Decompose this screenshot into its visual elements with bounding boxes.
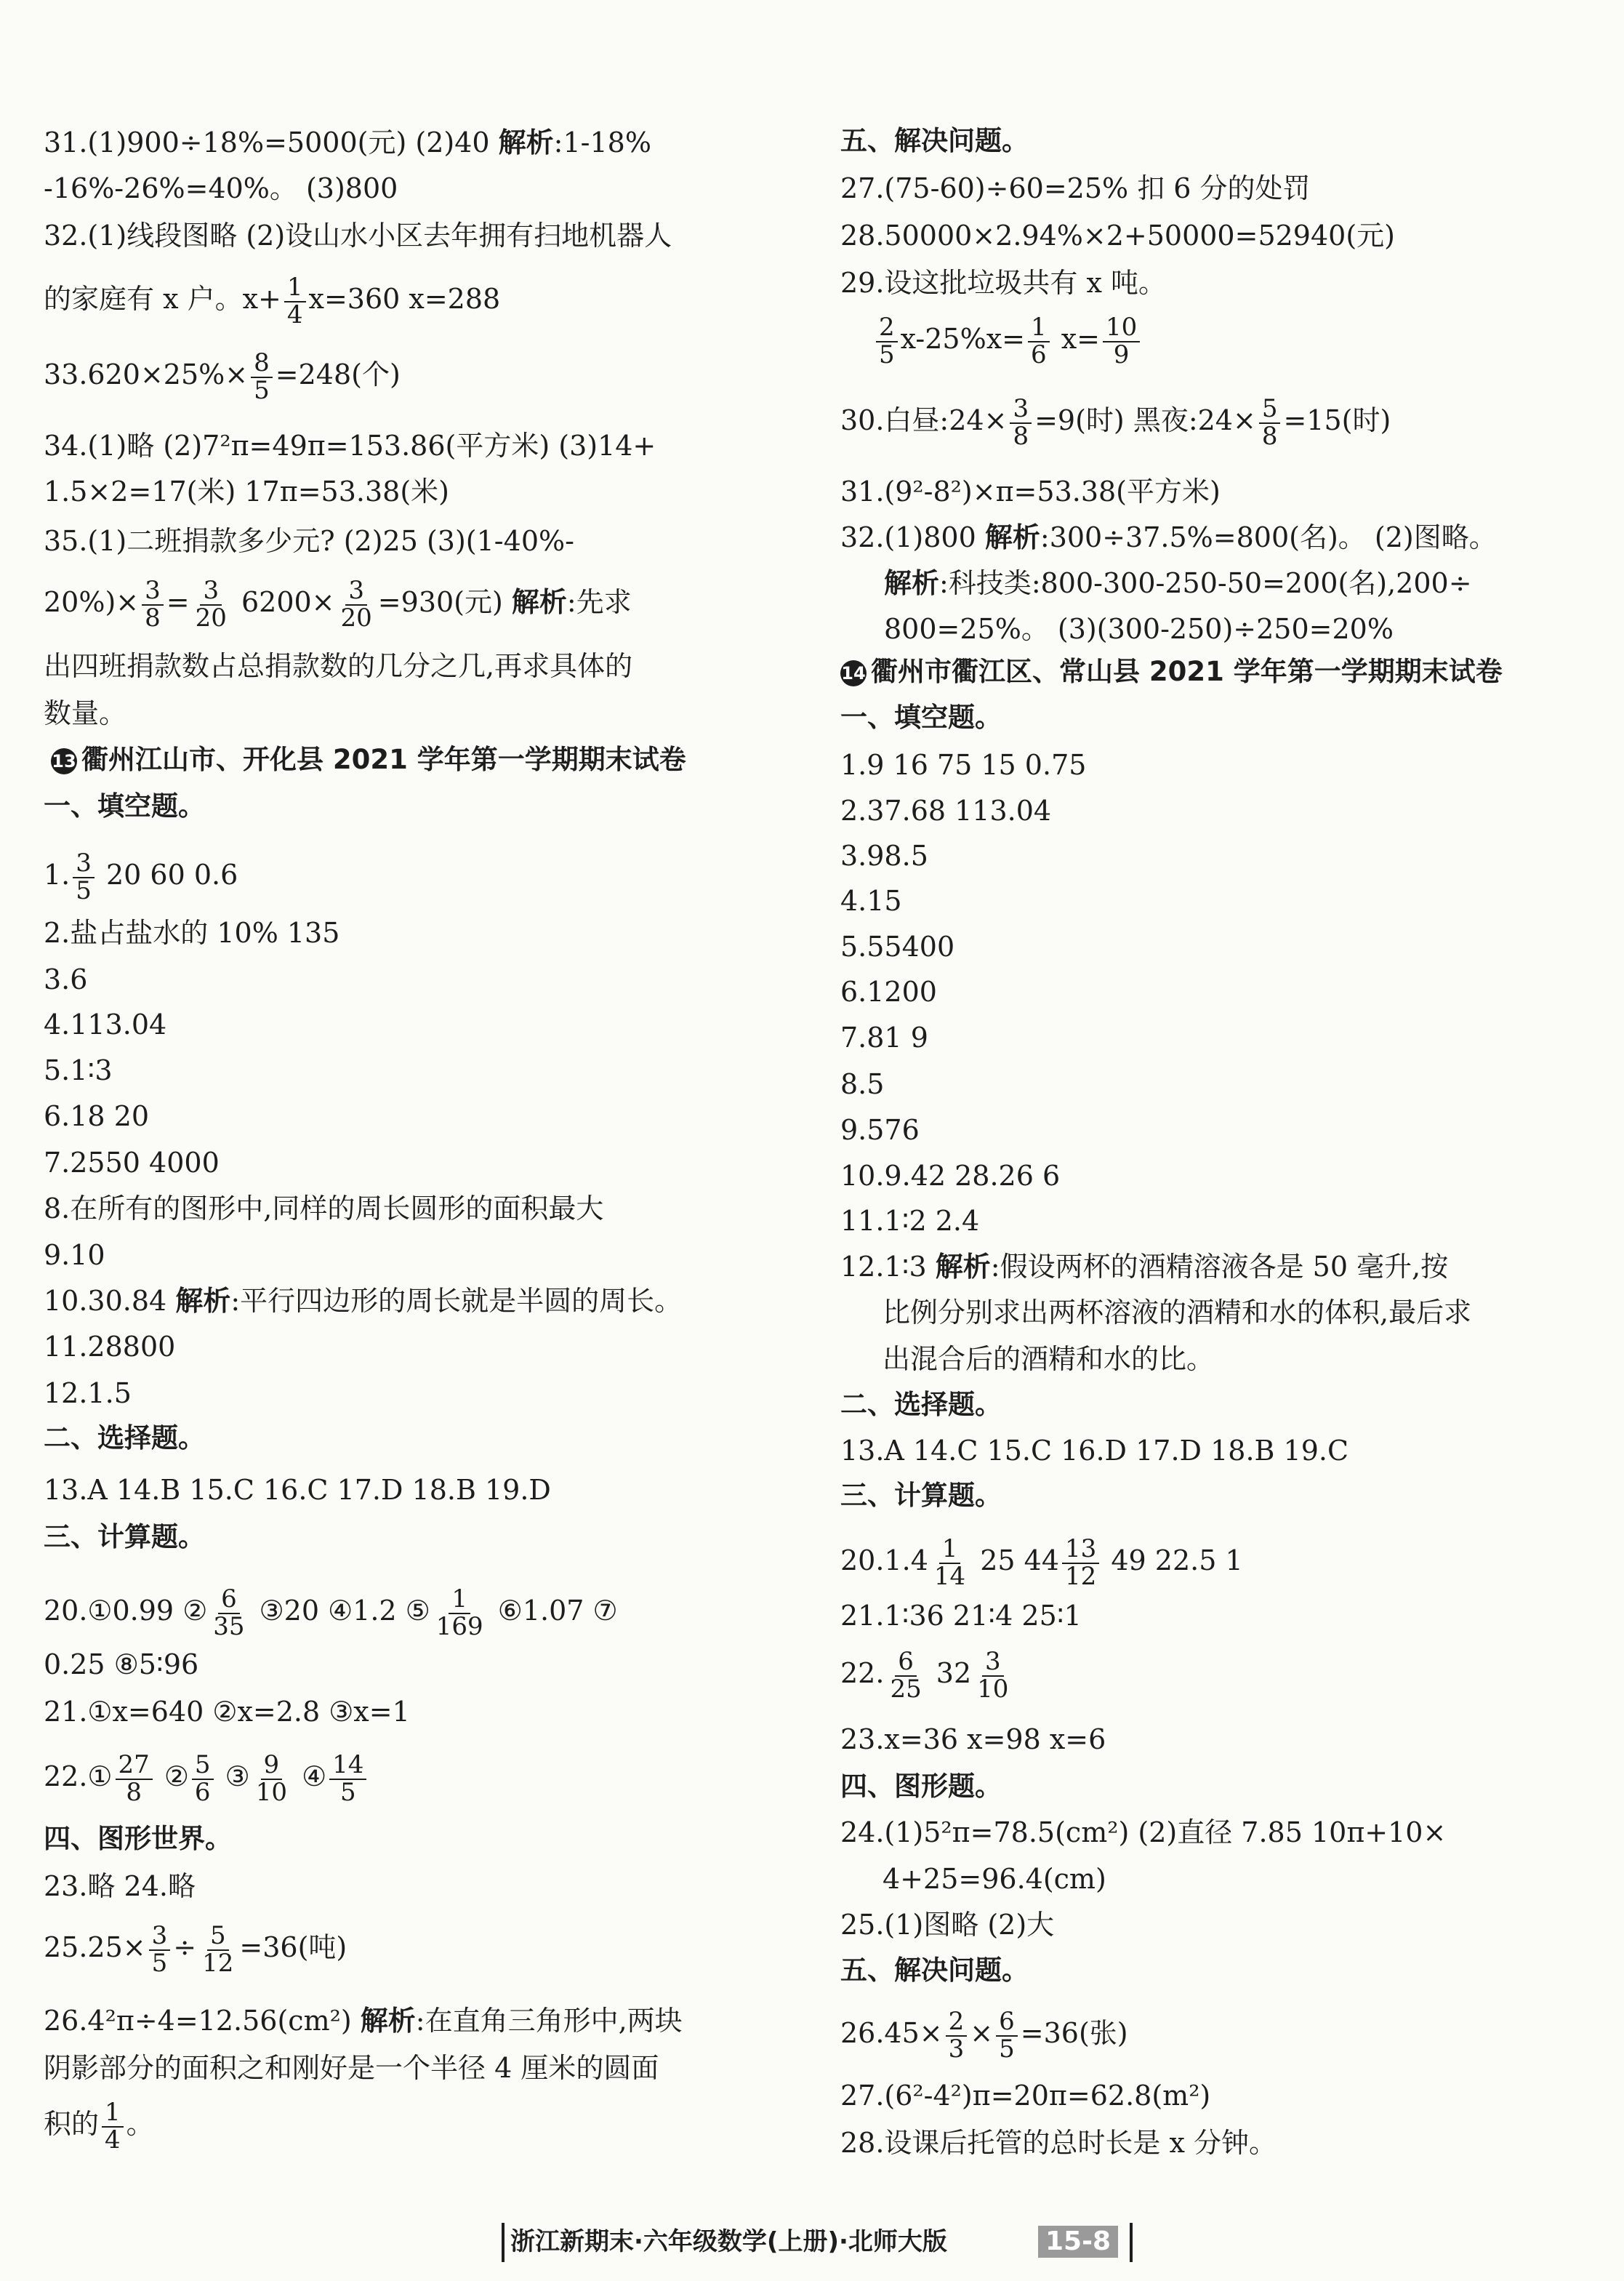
q14-answer-3: 3.98.5 — [840, 840, 928, 872]
q13-answer-13-19: 13.A 14.B 15.C 16.C 17.D 18.B 19.D — [44, 1474, 551, 1506]
answer-31-cont: -16%-26%=40%。 (3)800 — [44, 172, 398, 204]
fraction: $\frac{14}{5}$ — [329, 1752, 366, 1805]
q14-answer-8: 8.5 — [840, 1068, 885, 1100]
q14-answer-21: 21.1∶36 21∶4 25∶1 — [840, 1600, 1082, 1632]
section-solve: 五、解决问题。 — [840, 125, 1029, 156]
fraction: $\frac{27}{8}$ — [116, 1752, 153, 1805]
fraction: $\frac{3}{5}$ — [73, 851, 95, 904]
q13-answer-10: 10.30.84 解析:平行四边形的周长就是半圆的周长。 — [44, 1285, 683, 1317]
q13-answer-26: 26.4²π÷4=12.56(cm²) 解析:在直角三角形中,两块 — [44, 2005, 683, 2037]
q13-answer-4: 4.113.04 — [44, 1009, 167, 1041]
q13-answer-23-24: 23.略 24.略 — [44, 1870, 196, 1902]
q14-answer-12-cont: 比例分别求出两杯溶液的酒精和水的体积,最后求 — [883, 1296, 1472, 1328]
section-calc: 三、计算题。 — [840, 1480, 1002, 1511]
answer-32: 32.(1)800 解析:300÷37.5%=800(名)。 (2)图略。 — [840, 521, 1497, 553]
answer-35-cont: 20%)× $\frac{3}{8}$ = $\frac{3}{20}$ 6200× $\frac{3}{20}$ =930(元) 解析:先求 — [44, 576, 632, 633]
answer-32-cont: 解析:科技类:800-300-250-50=200(名),200÷ — [884, 567, 1472, 599]
q14-answer-12: 12.1∶3 解析:假设两杯的酒精溶液各是 50 毫升,按 — [840, 1251, 1449, 1283]
answer-28: 28.50000×2.94%×2+50000=52940(元) — [840, 220, 1395, 252]
fraction: $\frac{3}{8}$ — [1010, 396, 1032, 449]
q14-answer-11: 11.1∶2 2.4 — [840, 1205, 980, 1237]
q14-answer-6: 6.1200 — [840, 976, 937, 1008]
q13-answer-9: 9.10 — [44, 1239, 105, 1271]
q13-answer-26-cont2: 积的 $\frac{1}{4}$ 。 — [44, 2098, 154, 2154]
answer-35: 35.(1)二班捐款多少元? (2)25 (3)(1-40%- — [44, 525, 574, 557]
q14-answer-22: 22. $\frac{6}{25}$ 32 $\frac{3}{10}$ — [840, 1649, 1014, 1702]
q13-answer-12: 12.1.5 — [44, 1377, 132, 1409]
fraction: $\frac{2}{5}$ — [876, 315, 898, 368]
fraction: $\frac{6}{35}$ — [213, 1584, 245, 1641]
fraction: $\frac{13}{12}$ — [1062, 1536, 1099, 1590]
q14-answer-20: 20.1.4 $\frac{1}{14}$ 25 44 $\frac{13}{12}$ 49 22.5 1 — [840, 1534, 1243, 1591]
q13-answer-11: 11.28800 — [44, 1331, 176, 1363]
section-fill-blank: 一、填空题。 — [840, 702, 1002, 733]
section-geometry: 四、图形题。 — [840, 1771, 1002, 1802]
q14-answer-13-19: 13.A 14.C 15.C 16.D 17.D 18.B 19.C — [840, 1435, 1349, 1467]
section-choice: 二、选择题。 — [44, 1422, 205, 1454]
section-geometry: 四、图形世界。 — [44, 1823, 232, 1854]
q14-answer-26: 26.45× $\frac{2}{3}$ × $\frac{6}{5}$ =36(张) — [840, 2007, 1128, 2064]
fraction: $\frac{3}{8}$ — [142, 578, 164, 631]
fraction: $\frac{10}{9}$ — [1103, 315, 1140, 368]
fraction: $\frac{2}{3}$ — [946, 2009, 968, 2062]
answer-29-cont: $\frac{2}{5}$ x-25%x= $\frac{1}{6}$ x= $\frac{10}{9}$ — [873, 315, 1143, 368]
q14-answer-10: 10.9.42 28.26 6 — [840, 1160, 1061, 1192]
exam-number-badge: 13 — [51, 748, 77, 774]
fraction: $\frac{5}{6}$ — [192, 1752, 214, 1805]
q13-answer-6: 6.18 20 — [44, 1100, 150, 1132]
q14-answer-1: 1.9 16 75 15 0.75 — [840, 749, 1087, 781]
q13-answer-3: 3.6 — [44, 963, 88, 995]
q14-answer-12-cont2: 出混合后的酒精和水的比。 — [883, 1343, 1215, 1375]
q13-answer-2: 2.盐占盐水的 10% 135 — [44, 917, 340, 949]
fraction: $\frac{5}{12}$ — [202, 1921, 234, 1978]
answer-33: 33.620×25%× $\frac{8}{5}$ =248(个) — [44, 348, 401, 405]
q13-answer-5: 5.1∶3 — [44, 1054, 113, 1086]
answer-32: 32.(1)线段图略 (2)设山水小区去年拥有扫地机器人 — [44, 220, 672, 252]
fraction: $\frac{3}{5}$ — [149, 1923, 171, 1976]
answer-31: 31.(1)900÷18%=5000(元) (2)40 解析:1-18% — [44, 127, 651, 159]
q14-answer-5: 5.55400 — [840, 931, 955, 963]
fraction: $\frac{9}{10}$ — [255, 1750, 287, 1807]
page-footer — [502, 2223, 1127, 2262]
q14-answer-23: 23.x=36 x=98 x=6 — [840, 1723, 1106, 1755]
q14-answer-7: 7.81 9 — [840, 1022, 928, 1054]
book-title: 浙江新期末·六年级数学(上册)·北师大版 — [510, 2227, 947, 2256]
section-fill-blank: 一、填空题。 — [44, 790, 205, 822]
q13-answer-1: 1. $\frac{3}{5}$ 20 60 0.6 — [44, 849, 238, 905]
exam-title-14: 14 衢州市衢江区、常山县 2021 学年第一学期期末试卷 — [841, 656, 1503, 687]
answer-31: 31.(9²-8²)×π=53.38(平方米) — [840, 476, 1221, 508]
q13-answer-20: 20.①0.99 ② $\frac{6}{35}$ ③20 ④1.2 ⑤ $\frac{1}{169}$ ⑥1.07 ⑦ — [44, 1584, 618, 1641]
q14-answer-2: 2.37.68 113.04 — [840, 795, 1052, 827]
fraction: $\frac{8}{5}$ — [251, 350, 273, 404]
q13-answer-21: 21.①x=640 ②x=2.8 ③x=1 — [44, 1696, 410, 1728]
q14-answer-4: 4.15 — [840, 885, 902, 917]
q14-answer-9: 9.576 — [840, 1114, 920, 1146]
q14-answer-27: 27.(6²-4²)π=20π=62.8(m²) — [840, 2080, 1211, 2112]
answer-30: 30.白昼:24× $\frac{3}{8}$ =9(时) 黑夜:24× $\frac{5}{8}$ =15(时) — [840, 394, 1391, 451]
answer-35-cont2: 出四班捐款数占总捐款数的几分之几,再求具体的 — [44, 650, 633, 682]
answer-27: 27.(75-60)÷60=25% 扣 6 分的处罚 — [840, 172, 1311, 204]
q13-answer-25: 25.25× $\frac{3}{5}$ ÷ $\frac{5}{12}$ =36(吨) — [44, 1921, 347, 1978]
fraction: $\frac{3}{10}$ — [977, 1647, 1009, 1704]
q13-answer-8: 8.在所有的图形中,同样的周长圆形的面积最大 — [44, 1192, 604, 1224]
q13-answer-7: 7.2550 4000 — [44, 1147, 220, 1179]
fraction: $\frac{1}{169}$ — [435, 1584, 483, 1641]
exam-number-badge: 14 — [840, 660, 867, 686]
section-calc: 三、计算题。 — [44, 1521, 205, 1552]
fraction: $\frac{3}{20}$ — [195, 576, 227, 633]
q13-answer-26-cont: 阴影部分的面积之和刚好是一个半径 4 厘米的圆面 — [44, 2052, 659, 2084]
answer-34: 34.(1)略 (2)7²π=49π=153.86(平方米) (3)14+ — [44, 430, 656, 462]
answer-34-cont: 1.5×2=17(米) 17π=53.38(米) — [44, 476, 449, 508]
q13-answer-20-cont: 0.25 ⑧5∶96 — [44, 1648, 199, 1680]
exam-title-13: 13 衢州江山市、开化县 2021 学年第一学期期末试卷 — [52, 744, 686, 775]
fraction: $\frac{5}{8}$ — [1259, 396, 1281, 449]
fraction: $\frac{6}{5}$ — [996, 2009, 1018, 2062]
fraction: $\frac{6}{25}$ — [890, 1647, 922, 1704]
answer-32-cont: 的家庭有 x 户。x+ $\frac{1}{4}$ x=360 x=288 — [44, 273, 501, 329]
q14-answer-28: 28.设课后托管的总时长是 x 分钟。 — [840, 2127, 1277, 2159]
q14-answer-24: 24.(1)5²π=78.5(cm²) (2)直径 7.85 10π+10× — [840, 1816, 1447, 1848]
section-choice: 二、选择题。 — [840, 1389, 1002, 1420]
answer-32-cont2: 800=25%。 (3)(300-250)÷250=20% — [884, 613, 1394, 645]
page-number: 15-8 — [1038, 2226, 1118, 2258]
q14-answer-24-cont: 4+25=96.4(cm) — [883, 1863, 1106, 1895]
section-solve: 五、解决问题。 — [840, 1955, 1029, 1986]
fraction: $\frac{1}{4}$ — [284, 275, 306, 328]
fraction: $\frac{3}{20}$ — [340, 576, 372, 633]
fraction: $\frac{1}{4}$ — [102, 2100, 124, 2153]
q14-answer-25: 25.(1)图略 (2)大 — [840, 1909, 1055, 1941]
fraction: $\frac{1}{14}$ — [933, 1534, 966, 1591]
q13-answer-22: 22.① $\frac{27}{8}$ ② $\frac{5}{6}$ ③ $\frac{9}{10}$ ④ $\frac{14}{5}$ — [44, 1752, 369, 1805]
fraction: $\frac{1}{6}$ — [1028, 315, 1050, 368]
answer-29: 29.设这批垃圾共有 x 吨。 — [840, 267, 1167, 299]
answer-35-cont3: 数量。 — [44, 697, 127, 729]
